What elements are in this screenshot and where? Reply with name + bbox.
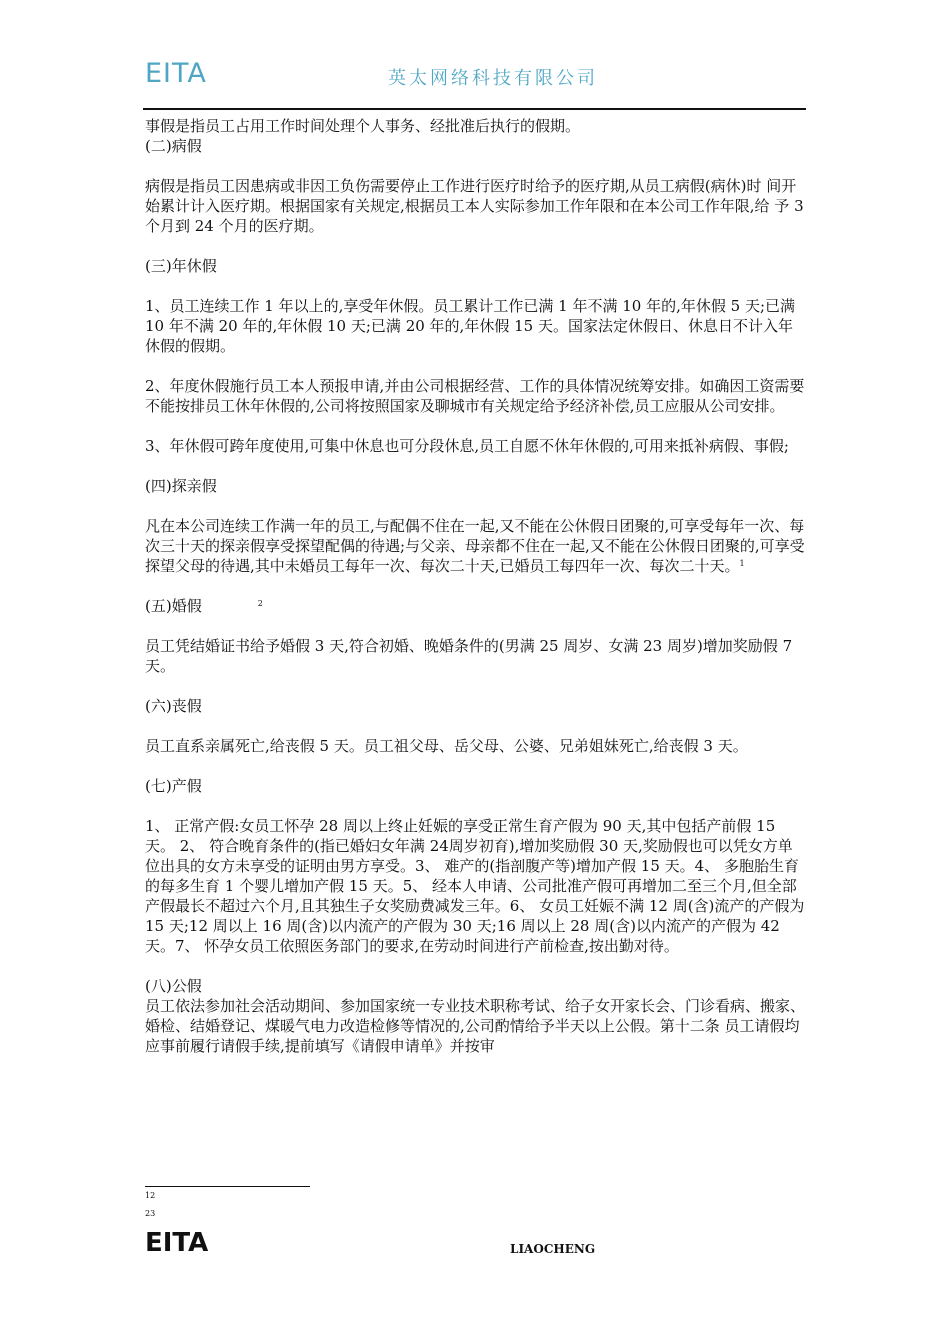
paragraph-bereavement-leave: 员工直系亲属死亡,给丧假 5 天。员工祖父母、岳父母、公婆、兄弟姐妹死亡,给丧假 3 天。: [145, 737, 748, 755]
paragraph-annual-leave-2: 2、年度休假施行员工本人预报申请,并由公司根据经营、工作的具体情况统筹安排。如确因工资需要不能按排员工休年休假的,公司将按照国家及聊城市有关规定给予经济补偿,员工应服从公司安排。: [145, 377, 805, 415]
paragraph-annual-leave-3: 3、年休假可跨年度使用,可集中休息也可分段休息,员工自愿不休年休假的,可用来抵补病假、事假;: [145, 437, 789, 455]
heading-family-visit-leave: (四)探亲假: [145, 477, 217, 495]
header-company-name: 英太网络科技有限公司: [388, 68, 598, 89]
heading-sick-leave: (二)病假: [145, 137, 202, 155]
paragraph-annual-leave-1: 1、员工连续工作 1 年以上的,享受年休假。员工累计工作已满 1 年不满 10 年的,年休假 5 天;已满 10 年不满 20 年的,年休假 10 天;已满 20 年的,年休假 15 天。国家法定休假日、休息日不计入年休假的假期。: [145, 297, 795, 355]
paragraph-public-leave: 员工依法参加社会活动期间、参加国家统一专业技术职称考试、给子女开家长会、门诊看病、搬家、婚检、结婚登记、煤暖气电力改造检修等情况的,公司酌情给予半天以上公假。第十二条 员工请假均应事前履行请假手续,提前填写《请假申请单》并按审: [145, 997, 806, 1055]
heading-bereavement-leave: (六)丧假: [145, 697, 202, 715]
paragraph-family-visit-leave: [145, 516, 807, 576]
heading-marriage-text: (五)婚假: [145, 597, 202, 615]
header-divider: [143, 108, 806, 110]
header-logo: EITA: [145, 58, 207, 89]
footer-logo: EITA: [145, 1228, 209, 1258]
heading-maternity-leave: (七)产假: [145, 777, 202, 795]
footer-city: LIAOCHENG: [510, 1242, 596, 1256]
heading-annual-leave: (三)年休假: [145, 257, 217, 275]
paragraph-personal-leave: 事假是指员工占用工作时间处理个人事务、经批准后执行的假期。: [145, 117, 581, 135]
heading-marriage-leave: [145, 596, 807, 616]
footnote-1: 12: [145, 1191, 156, 1200]
paragraph-sick-leave: 病假是指员工因患病或非因工负伤需要停止工作进行医疗时给予的医疗期,从员工病假(病休)时 间开始累计计入医疗期。根据国家有关规定,根据员工本人实际参加工作年限和在本公司工作年限,给 予 3 个月到 24 个月的医疗期。: [145, 177, 804, 235]
paragraph-family-visit-text: 凡在本公司连续工作满一年的员工,与配偶不住在一起,又不能在公休假日团聚的,可享受每年一次、每次三十天的探亲假享受探望配偶的待遇;与父亲、母亲都不住在一起,又不能在公休假日团聚的,可享受探望父母的待遇,其中未婚员工每年一次、每次二十天,已婚员工每四年一次、每次二十天。: [145, 517, 805, 575]
footnote-ref-1: 1: [739, 559, 745, 568]
footnote-2: 23: [145, 1209, 156, 1218]
paragraph-maternity-leave: 1、 正常产假:女员工怀孕 28 周以上终止妊娠的享受正常生育产假为 90 天,其中包括产前假 15 天。 2、 符合晚育条件的(指已婚妇女年满 24周岁初育),增加奖励假 30 天,奖励假也可以凭女方单位出具的女方未享受的证明由男方享受。3、 难产的(指剖腹产等)增加产假 15 天。4、 多胞胎生育的每多生育 1 个婴儿增加产假 15 天。5、 经本人申请、公司批准产假可再增加二至三个月,但全部产假最长不超过六个月,且其独生子女奖励费减发三年。6、 女员工妊娠不满 12 周(含)流产的产假为 15 天;12 周以上 16 周(含)以内流产的产假为 30 天;16 周以上 28 周(含)以内流产的产假为 42 天。7、 怀孕女员工依照医务部门的要求,在劳动时间进行产前检查,按出勤对待。: [145, 817, 805, 955]
paragraph-marriage-leave: 员工凭结婚证书给予婚假 3 天,符合初婚、晚婚条件的(男满 25 周岁、女满 23 周岁)增加奖励假 7 天。: [145, 637, 793, 675]
footnote-ref-2: 2: [257, 599, 263, 608]
heading-public-leave: (八)公假: [145, 977, 202, 995]
document-body: [145, 116, 807, 1056]
footnote-divider: [145, 1186, 310, 1187]
